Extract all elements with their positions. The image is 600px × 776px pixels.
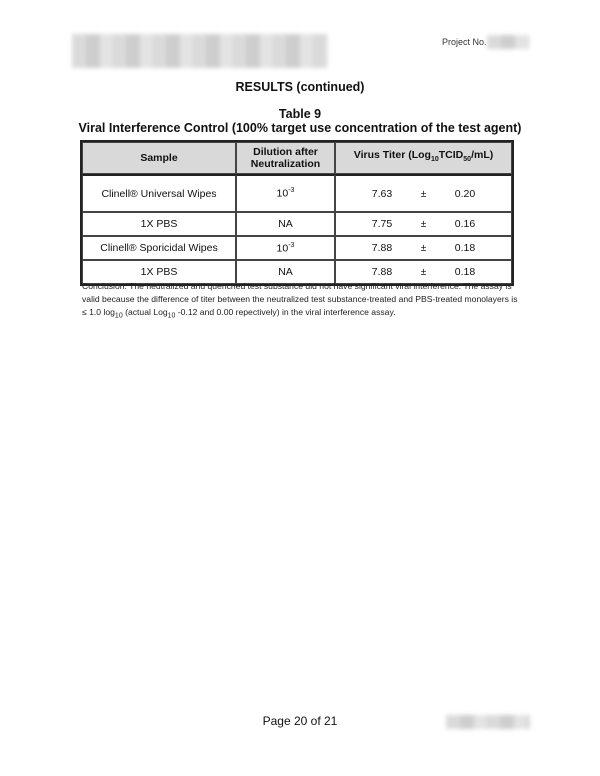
table-row	[82, 212, 512, 236]
cell-sample: Clinell® Sporicidal Wipes	[82, 236, 236, 260]
table-title: Viral Interference Control (100% target use concentration of the test agent)	[78, 121, 522, 135]
redacted-project-number	[487, 35, 529, 49]
cell-sample: 1X PBS	[82, 260, 236, 284]
redacted-header-block	[72, 34, 327, 68]
cell-dilution: $10^{-3}$	[236, 236, 335, 260]
project-number-label: Project No.	[442, 37, 487, 47]
cell-dilution: $10^{-3}$	[236, 174, 335, 212]
viral-interference-table	[80, 140, 514, 286]
redacted-footer-id	[446, 715, 530, 729]
cell-sample: Clinell® Universal Wipes	[82, 174, 236, 212]
page-number: Page 20 of 21	[262, 714, 338, 728]
cell-titer: 7.75 ± 0.16	[335, 212, 512, 236]
cell-dilution: NA	[236, 260, 335, 284]
section-title: RESULTS (continued)	[235, 80, 365, 94]
table-header-row	[82, 142, 512, 174]
column-header-virus-titer: Virus Titer $(Log_{10}TCID_{50}/mL)$	[335, 142, 512, 174]
cell-titer: 7.63 ± 0.20	[335, 174, 512, 212]
table-row	[82, 174, 512, 212]
conclusion-paragraph: Conclusion: The neutralized and quenched test substance did not have significant viral interference. The assay is valid because the difference of titer between the neutralized test substance-treated and PBS-treated monolayers is ≤ 1.0 $\log_{10}$ (actual Log$_{10}$ -0.12 and 0.00 repectively) in the viral interference assay.	[82, 281, 518, 320]
cell-titer: 7.88 ± 0.18	[335, 260, 512, 284]
table-row	[82, 236, 512, 260]
cell-dilution: NA	[236, 212, 335, 236]
cell-sample: 1X PBS	[82, 212, 236, 236]
column-header-dilution: Dilution after Neutralization	[236, 142, 335, 174]
cell-titer: 7.88 ± 0.18	[335, 236, 512, 260]
column-header-sample: Sample	[82, 142, 236, 174]
table-number: Table 9	[278, 107, 322, 121]
